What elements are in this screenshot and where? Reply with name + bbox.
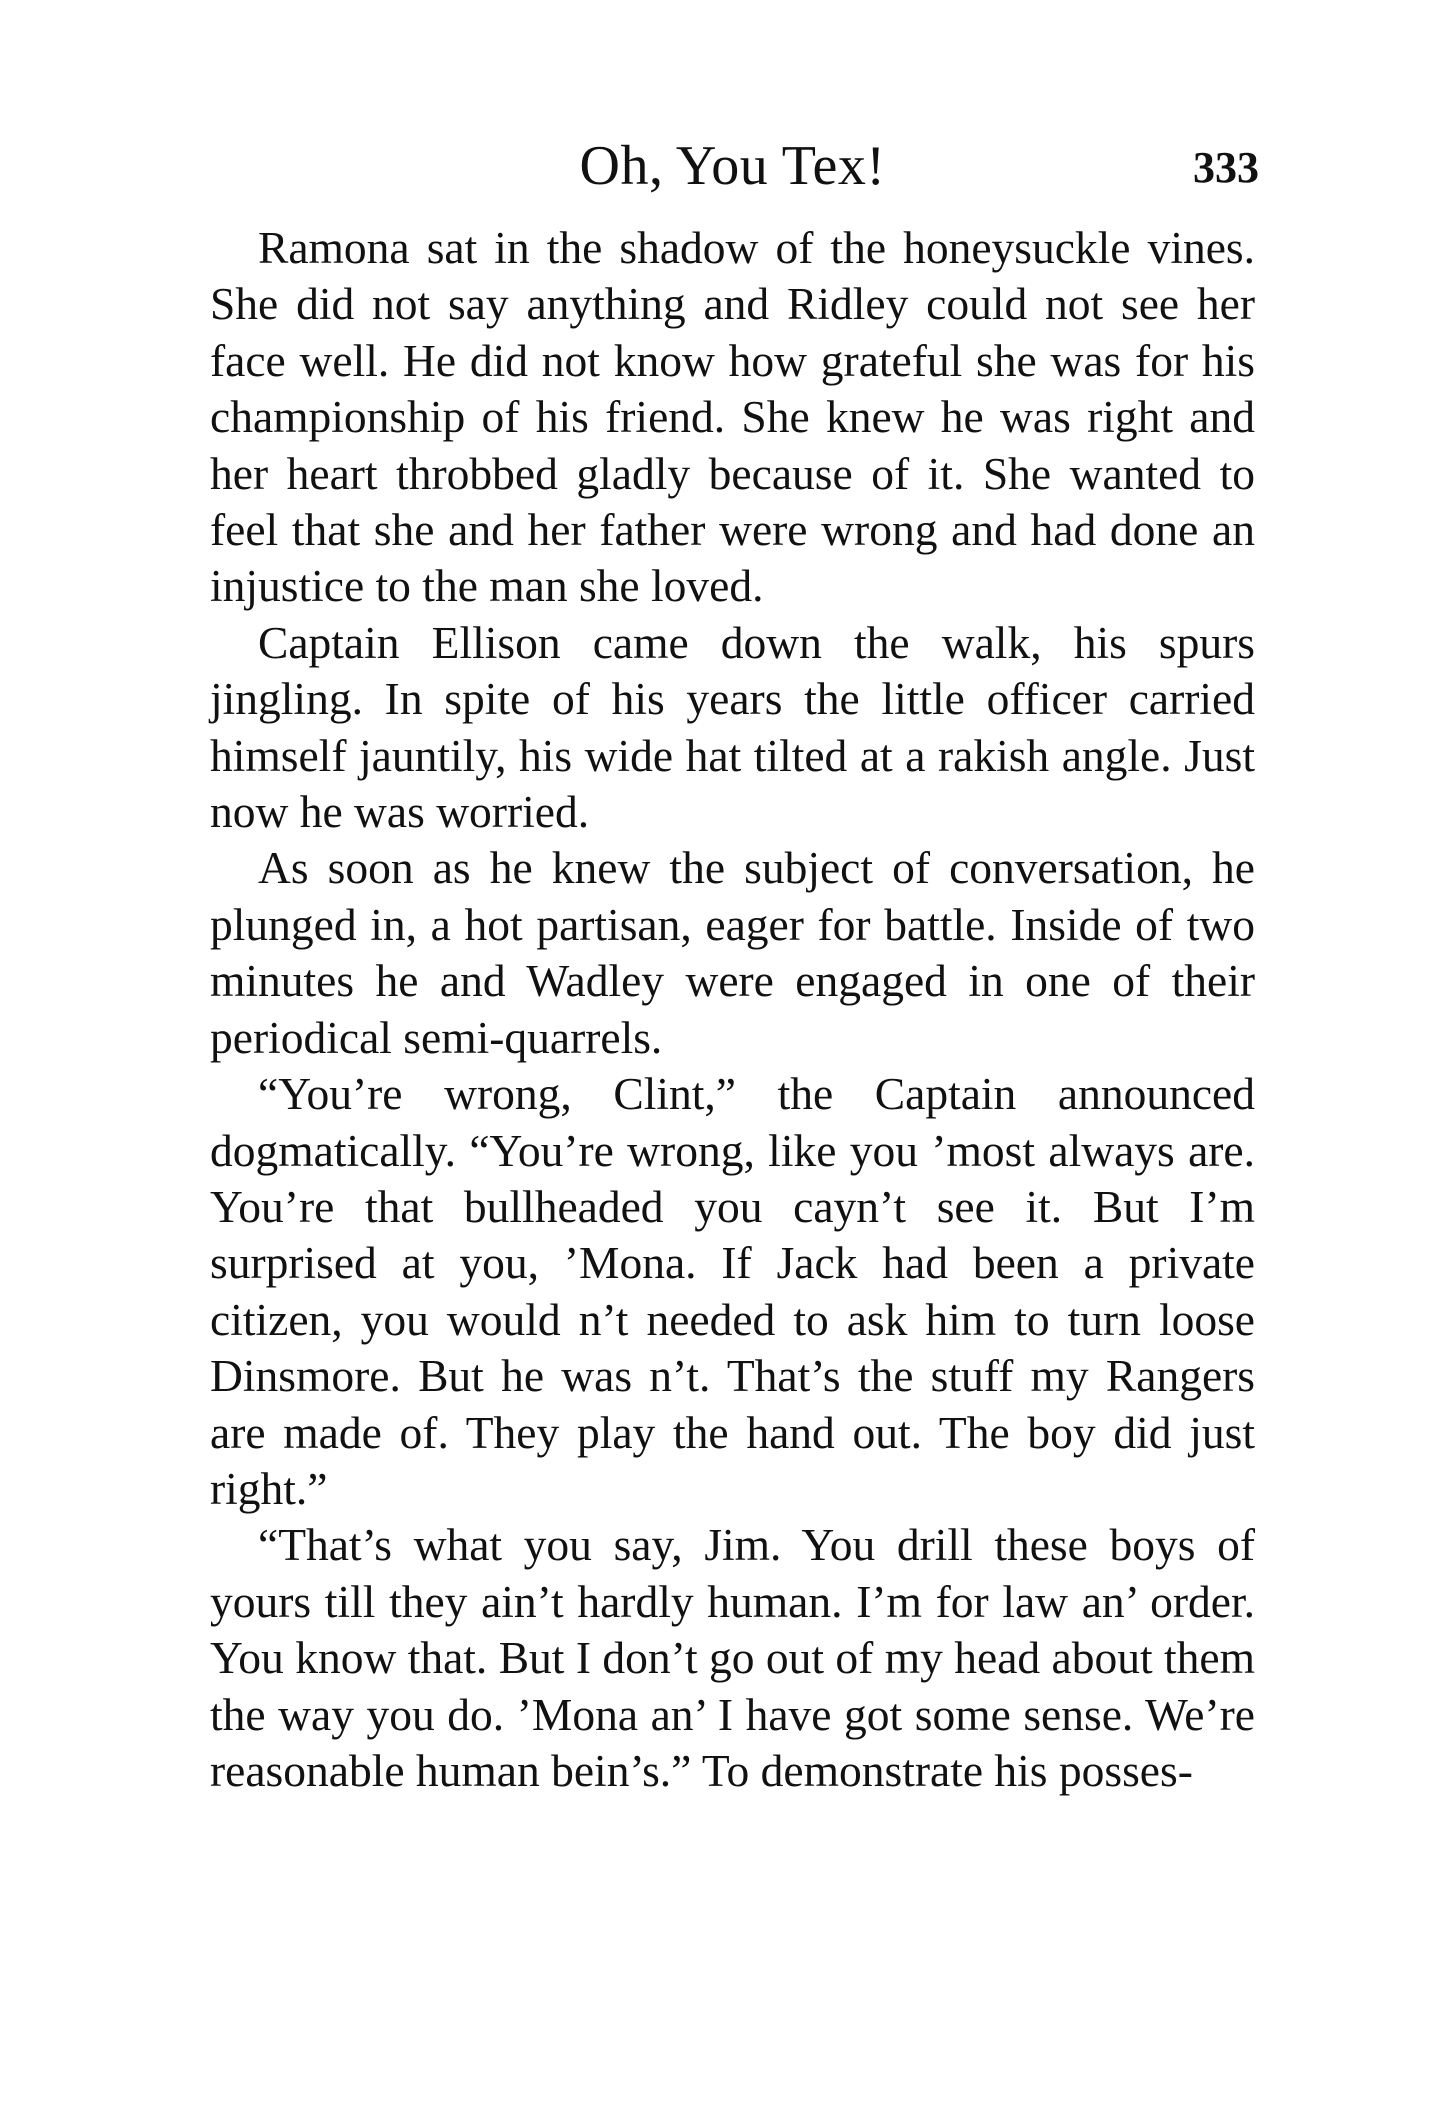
body-text xyxy=(210,220,1255,1799)
paragraph: As soon as he knew the subject of conversation, he plunged in, a hot partisan, eager for battle. Inside of two minutes he and Wadley were engaged in one of their periodical semi-quarrels. xyxy=(210,842,1255,1063)
paragraph: “That’s what you say, Jim. You drill these boys of yours till they ain’t hardly human. I’m for law an’ order. You know that. But I don’t go out of my head about them the way you do. ’Mona an’ I have got some sense. We’re reasonable human bein’s.” To demonstrate his posses- xyxy=(210,1519,1255,1796)
paragraph: Captain Ellison came down the walk, his spurs jingling. In spite of his years the little officer carried himself jauntily, his wide hat tilted at a rakish angle. Just now he was worried. xyxy=(210,616,1255,838)
running-title: Oh, You Tex! xyxy=(579,135,886,197)
book-page xyxy=(210,130,1259,1799)
paragraph: “You’re wrong, Clint,” the Captain announced dogmatically. “You’re wrong, like you ’most always are. You’re that bullheaded you cayn’t see it. But I’m surprised at you, ’Mona. If Jack had been a private citizen, you would n’t needed to ask him to turn loose Dinsmore. But he was n’t. That’s the stuff my Rangers are made of. They play the hand out. The boy did just right.” xyxy=(210,1068,1255,1514)
paragraph: Ramona sat in the shadow of the honeysuckle vines. She did not say anything and Ridley could not see her face well. He did not know how grateful she was for his championship of his friend. She knew he was right and her heart throbbed gladly because of it. She wanted to feel that she and her father were wrong and had done an injustice to the man she loved. xyxy=(210,222,1255,612)
page-number: 333 xyxy=(1193,143,1259,192)
page-header xyxy=(210,130,1259,210)
